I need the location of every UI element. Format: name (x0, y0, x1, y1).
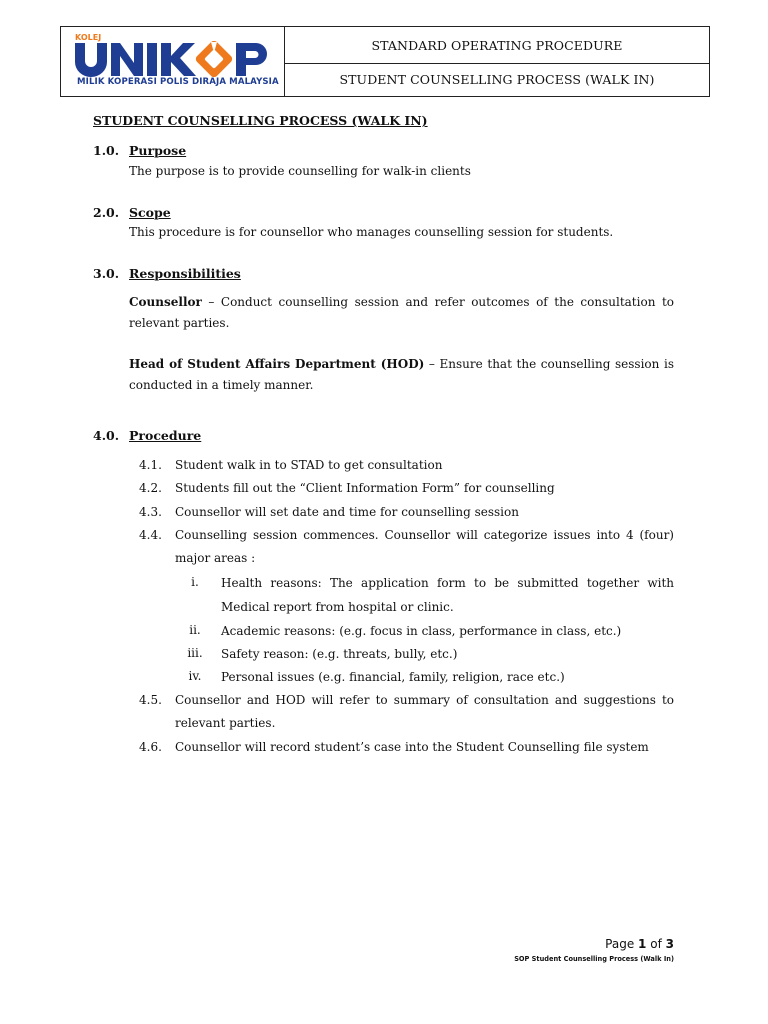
section-heading-procedure: Procedure (129, 428, 202, 443)
subitem-number: i. (191, 575, 199, 589)
page-number (605, 937, 674, 951)
procedure-item-number: 4.3. (139, 505, 162, 519)
procedure-item: Counsellor will set date and time for counselling session (175, 505, 519, 519)
footer-document-name: SOP Student Counselling Process (Walk In) (514, 955, 674, 963)
page-current: 1 (638, 937, 647, 951)
role-description: – Conduct counselling session and refer outcomes of the consultation to relevant parties. (129, 295, 674, 330)
subitem-number: iii. (187, 646, 203, 660)
subitem-safety: Safety reason: (e.g. threats, bully, etc.) (221, 647, 458, 661)
procedure-item: Counselling session commences. Counsellor will categorize issues into 4 (four) major areas : (175, 528, 674, 565)
procedure-item-number: 4.2. (139, 481, 162, 495)
procedure-item: Counsellor will record student’s case into the Student Counselling file system (175, 740, 649, 754)
purpose-text: The purpose is to provide counselling for walk-in clients (129, 164, 471, 178)
subitem-personal: Personal issues (e.g. financial, family, religion, race etc.) (221, 670, 565, 684)
page-total: 3 (665, 937, 674, 951)
section-number: 3.0. (93, 266, 120, 281)
responsibility-counsellor (129, 292, 674, 334)
college-logo (73, 31, 277, 91)
section-heading-purpose: Purpose (129, 143, 187, 158)
document-title: STUDENT COUNSELLING PROCESS (WALK IN) (93, 113, 428, 128)
subitem-health: Health reasons: The application form to be submitted together with Medical report from hospital or clinic. (221, 576, 674, 614)
subitem-number: iv. (188, 669, 202, 683)
section-number: 2.0. (93, 205, 120, 220)
logo-top-word: KOLEJ (75, 33, 102, 42)
subitem-academic: Academic reasons: (e.g. focus in class, performance in class, etc.) (221, 624, 622, 638)
section-number: 4.0. (93, 428, 120, 443)
logo-tagline: MILIK KOPERASI POLIS DIRAJA MALAYSIA (77, 77, 279, 87)
section-heading-scope: Scope (129, 205, 171, 220)
section-heading-responsibilities: Responsibilities (129, 266, 241, 281)
responsibility-hod (129, 354, 674, 396)
page-word: Page (605, 937, 635, 951)
header-title-process: STUDENT COUNSELLING PROCESS (WALK IN) (339, 72, 655, 87)
header-title-sop: STANDARD OPERATING PROCEDURE (285, 27, 709, 64)
subitem-number: ii. (189, 623, 201, 637)
procedure-item: Student walk in to STAD to get consultation (175, 458, 443, 472)
logo-cell (61, 27, 285, 96)
header-table (60, 26, 710, 97)
unikop-logo-mark (73, 31, 277, 77)
role-description: – Ensure that the counselling session is conducted in a timely manner. (129, 357, 675, 392)
procedure-item-number: 4.6. (139, 740, 162, 754)
procedure-item: Counsellor and HOD will refer to summary of consultation and suggestions to relevant parties. (175, 693, 674, 730)
procedure-item: Students fill out the “Client Information Form” for counselling (175, 481, 555, 495)
procedure-item-number: 4.5. (139, 693, 162, 707)
section-number: 1.0. (93, 143, 120, 158)
scope-text: This procedure is for counsellor who manages counselling session for students. (129, 225, 614, 239)
page-of: of (650, 937, 662, 951)
role-name: Head of Student Affairs Department (HOD) (129, 357, 425, 371)
procedure-item-number: 4.1. (139, 458, 162, 472)
role-name: Counsellor (129, 295, 202, 309)
procedure-item-number: 4.4. (139, 528, 162, 542)
